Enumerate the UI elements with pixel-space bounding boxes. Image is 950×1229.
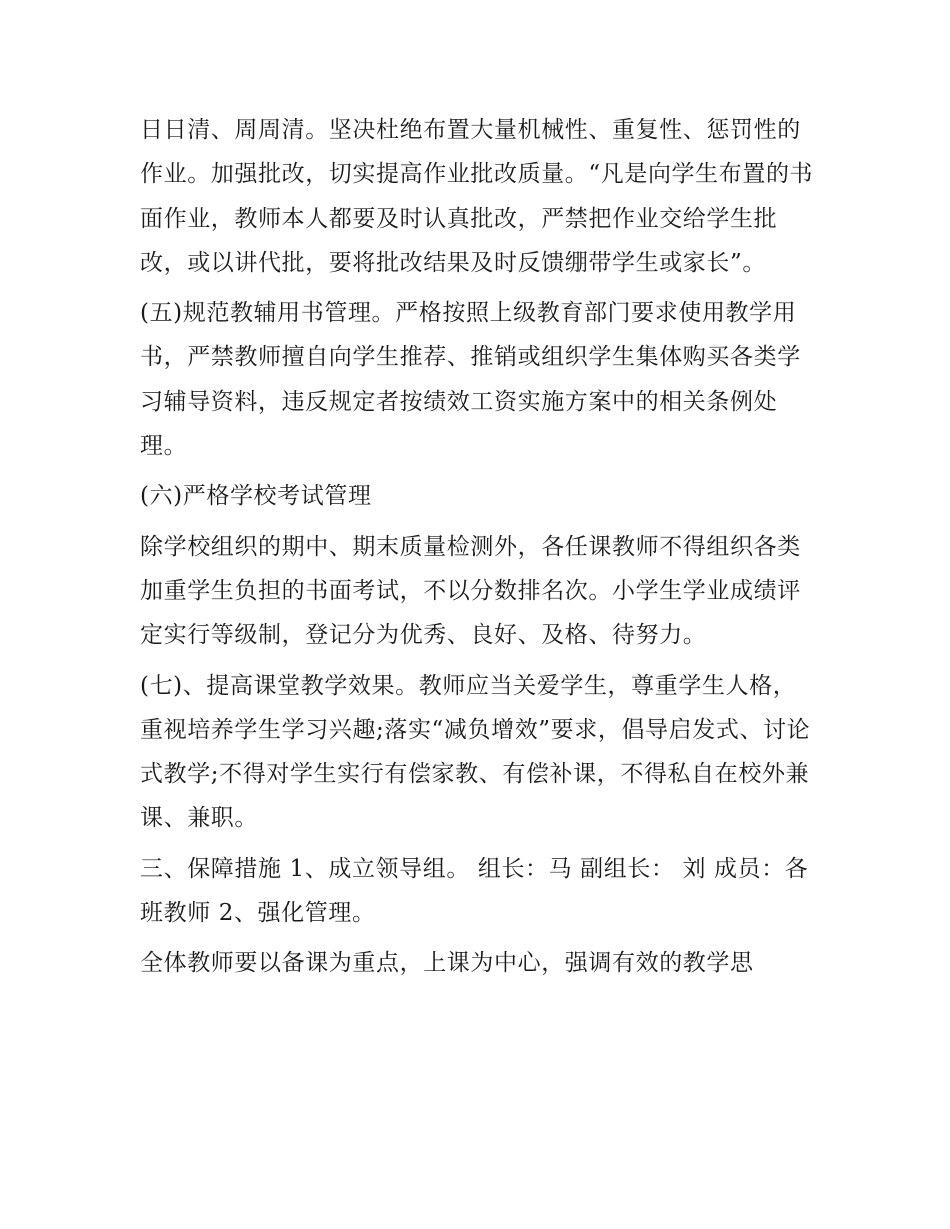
paragraph-guarantee-measures: 三、保障措施 1、成立领导组。 组长：马 副组长： 刘 成员：各班教师 2、强化管理。 — [140, 855, 809, 927]
paragraph-teachers: 全体教师要以备课为重点，上课为中心，强调有效的教学思 — [140, 950, 754, 977]
paragraph-exams: 除学校组织的期中、期末质量检测外，各任课教师不得组织各类加重学生负担的书面考试，不以分数排名次。小学生学业成绩评定实行等级制，登记分为优秀、良好、及格、待努力。 — [140, 533, 801, 649]
paragraph-homework: 日日清、周周清。坚决杜绝布置大量机械性、重复性、惩罚性的作业。加强批改，切实提高作业批改质量。“凡是向学生布置的书面作业，教师本人都要及时认真批改，严禁把作业交给学生批改，或以讲代批，要将批改结果及时反馈绷带学生或家长”。 — [140, 117, 814, 276]
document-body — [140, 108, 815, 986]
paragraph-section-7: (七)、提高课堂教学效果。教师应当关爱学生，尊重学生人格，重视培养学生学习兴趣;落实“减负增效”要求，倡导启发式、讨论式教学;不得对学生实行有偿家教、有偿补课，不得私自在校外兼课、兼职。 — [140, 672, 811, 832]
paragraph-section-5: (五)规范教辅用书管理。严格按照上级教育部门要求使用教学用书，严禁教师擅自向学生推荐、推销或组织学生集体购买各类学习辅导资料，违反规定者按绩效工资实施方案中的相关条例处理。 — [140, 300, 801, 460]
heading-section-6: (六)严格学校考试管理 — [140, 483, 372, 510]
